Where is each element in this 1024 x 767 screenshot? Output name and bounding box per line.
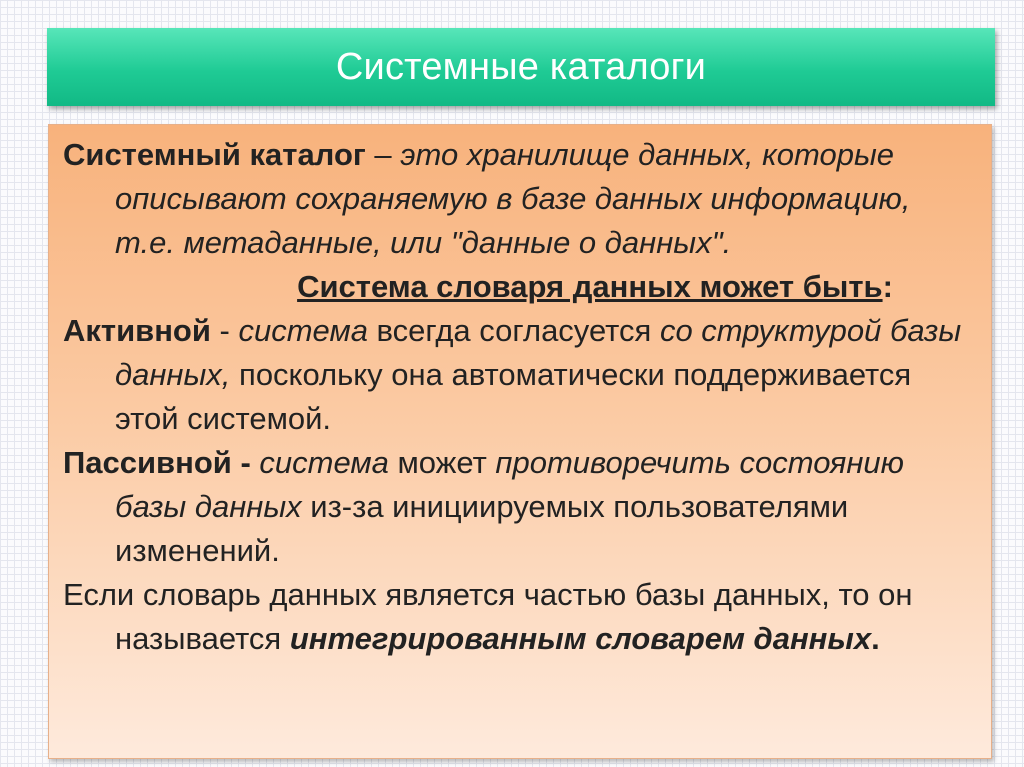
integrated-text: Если словарь данных является частью базы данных, то он называется [63,577,913,656]
active-italic-1: система [238,313,368,348]
integrated-term: интегрированным словарем данных [289,621,872,656]
title-bar [47,28,995,106]
active-sep: - [210,313,239,348]
active-text-2: поскольку она автоматически поддерживается этой системой. [115,357,912,436]
passive-italic-2: противоречить состоянию базы данных [115,445,904,524]
integrated-end: . [871,621,880,656]
active-paragraph [63,309,977,441]
definition-dash: – [365,137,401,172]
active-text-1: всегда согласуется [367,313,660,348]
passive-term: Пассивной - [63,445,260,480]
subheading-colon: : [882,269,893,304]
active-italic-2: со структурой базы данных, [115,313,962,392]
definition-paragraph [63,133,977,265]
definition-text: это хранилище данных, которые описывают сохраняемую в базе данных информацию, т.е. метаданные, или "данные о данных". [115,137,911,260]
integrated-paragraph [63,573,977,661]
subheading-text: Система словаря данных может быть [297,269,883,304]
definition-term: Системный каталог [63,137,366,172]
passive-text-1: может [388,445,496,480]
content-box [48,124,992,759]
active-term: Активной [63,313,211,348]
passive-italic-1: система [259,445,389,480]
slide-title: Системные каталоги [335,45,707,88]
passive-text-2: из-за инициируемых пользователями изменений. [115,489,849,568]
passive-paragraph [63,441,977,573]
subheading [63,265,977,309]
